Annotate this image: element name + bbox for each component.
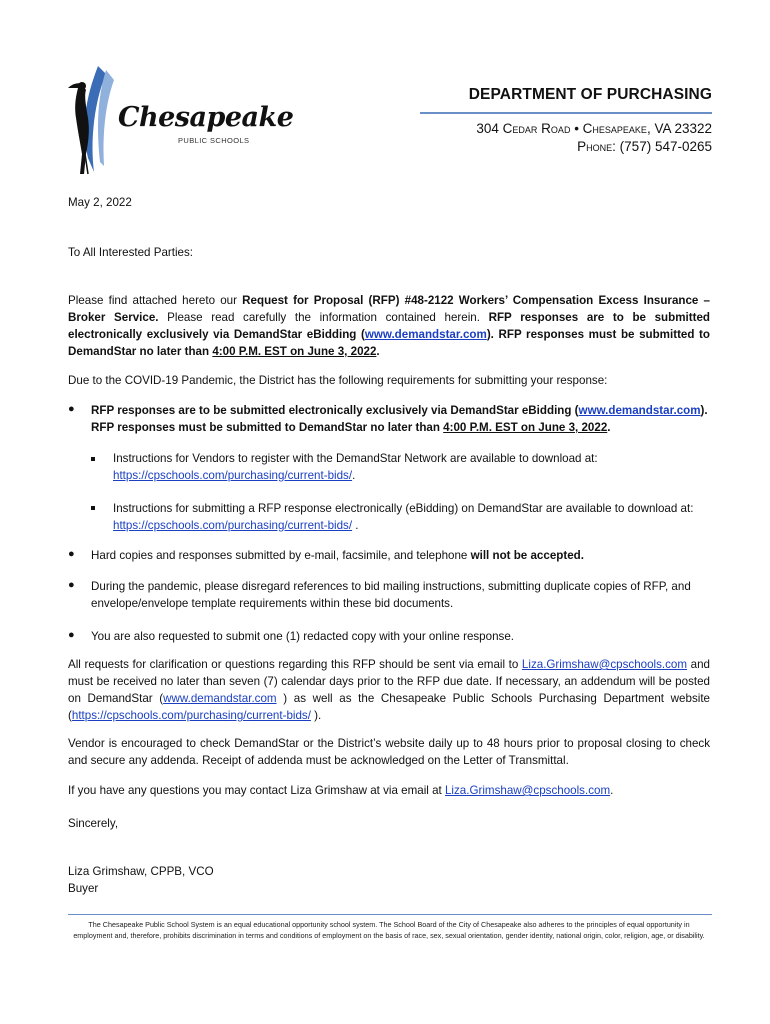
- salutation: To All Interested Parties:: [68, 246, 194, 259]
- bullet-electronic-submission: RFP responses are to be submitted electronically exclusively via DemandStar eBidding (www.demandstar.com). RFP responses must be submitted to DemandStar no later than 4:00 P.M. EST on June 3, 2022.: [91, 404, 708, 434]
- square-bullet-icon: [91, 457, 95, 461]
- bullet-icon: ●: [68, 548, 75, 560]
- signature-name: Liza Grimshaw, CPPB, VCO: [68, 865, 214, 878]
- bullet-pandemic: During the pandemic, please disregard references to bid mailing instructions, submitting duplicate copies of RFP, and envelope/envelope template requirements within these bid documents.: [91, 580, 691, 610]
- demandstar-link[interactable]: www.demandstar.com: [578, 404, 701, 417]
- clarification-paragraph: All requests for clarification or questions regarding this RFP should be sent via email to Liza.Grimshaw@cpschools.com and must be received no later than seven (7) calendar days prior to the RFP due date. If necessary, an addendum will be posted on DemandStar (www.demandstar.com ) as well as the Chesapeake Public Schools Purchasing Department website (https://cpschools.com/purchasing/current-bids/ ).: [68, 658, 710, 722]
- address: 304 Cedar Road • Chesapeake, VA 23322: [476, 121, 712, 136]
- signature-title: Buyer: [68, 882, 99, 895]
- logo-subtext: PUBLIC SCHOOLS: [178, 136, 250, 145]
- demandstar-link[interactable]: www.demandstar.com: [364, 328, 487, 341]
- header-divider: [420, 112, 712, 114]
- demandstar-link[interactable]: www.demandstar.com: [163, 692, 277, 705]
- contact-paragraph: If you have any questions you may contact Liza Grimshaw at via email at Liza.Grimshaw@cpschools.com.: [68, 784, 614, 797]
- bullet-icon: ●: [68, 629, 75, 641]
- sub-bullet-ebidding: Instructions for submitting a RFP response electronically (eBidding) on DemandStar are available to download at: https://cpschools.com/purchasing/current-bids/ .: [113, 502, 694, 532]
- square-bullet-icon: [91, 506, 95, 510]
- intro-paragraph: Please find attached hereto our Request for Proposal (RFP) #48-2122 Workers’ Compensation Excess Insurance – Broker Service. Please read carefully the information contained herein. RFP responses are to be submitted electronically exclusively via DemandStar eBidding (www.demandstar.com). RFP responses must be submitted to DemandStar no later than 4:00 P.M. EST on June 3, 2022.: [68, 294, 711, 358]
- covid-intro: Due to the COVID-19 Pandemic, the District has the following requirements for submitting your response:: [68, 374, 608, 387]
- current-bids-link[interactable]: https://cpschools.com/purchasing/current-bids/: [113, 469, 353, 482]
- sub-bullet-register: Instructions for Vendors to register with the DemandStar Network are available to download at: https://cpschools.com/purchasing/current-bids/.: [113, 452, 598, 482]
- footer-disclaimer: The Chesapeake Public School System is an equal educational opportunity school system. The School Board of the City of Chesapeake also adheres to the principles of equal opportunity in employment and, therefore, prohibits discrimination in terms and conditions of employment on the basis of race, sex, sexual orientation, gender identity, national origin, color, religion, age, or disability.: [73, 920, 705, 940]
- closing: Sincerely,: [68, 817, 119, 830]
- current-bids-link[interactable]: https://cpschools.com/purchasing/current-bids/: [113, 519, 353, 532]
- bullet-hard-copies: Hard copies and responses submitted by e-mail, facsimile, and telephone will not be accepted.: [91, 549, 584, 562]
- email-link[interactable]: Liza.Grimshaw@cpschools.com: [444, 784, 611, 797]
- bullet-redacted-copy: You are also requested to submit one (1) redacted copy with your online response.: [91, 630, 514, 643]
- vendor-paragraph: Vendor is encouraged to check DemandStar or the District’s website daily up to 48 hours prior to proposal closing to check and secure any addenda. Receipt of addenda must be acknowledged on the Letter of Transmittal.: [68, 737, 710, 767]
- footer-divider: [68, 914, 712, 915]
- bullet-icon: ●: [68, 579, 75, 591]
- school-logo: [58, 62, 294, 182]
- current-bids-link[interactable]: https://cpschools.com/purchasing/current-bids/: [71, 709, 311, 722]
- email-link[interactable]: Liza.Grimshaw@cpschools.com: [521, 658, 688, 671]
- logo-wordmark: Chesapeake: [118, 102, 294, 133]
- letter-date: May 2, 2022: [68, 196, 132, 209]
- phone: Phone: (757) 547-0265: [577, 139, 712, 154]
- department-title: DEPARTMENT OF PURCHASING: [468, 86, 712, 103]
- bullet-icon: ●: [68, 403, 75, 415]
